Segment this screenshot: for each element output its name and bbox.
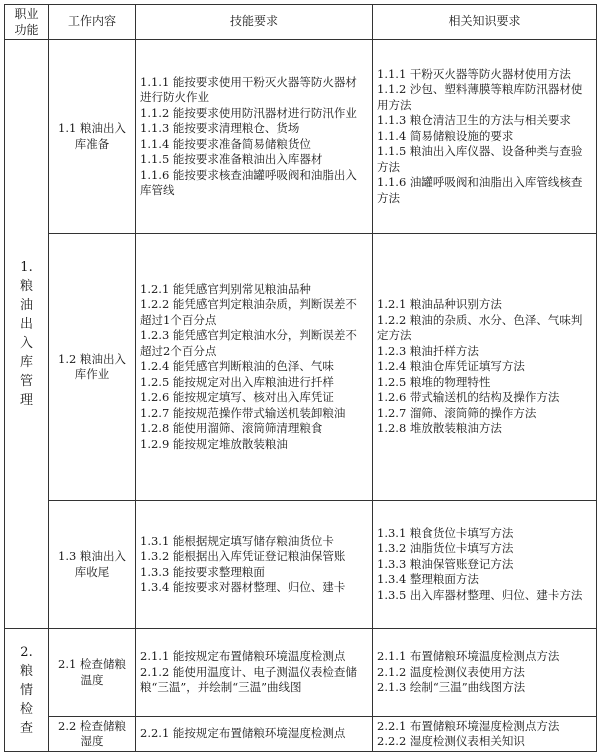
skill-item: 2.2.1 能按规定布置储粮环境湿度检测点 bbox=[140, 726, 346, 741]
skill-item: 1.2.1 能凭感官判别常见粮油品种 bbox=[140, 281, 311, 296]
knowledge-item: 2.2.1 布置储粮环境湿度检测点方法 bbox=[377, 718, 560, 733]
task-cell: 1.2 粮油出入库作业 bbox=[49, 234, 136, 501]
skill-cell bbox=[136, 501, 373, 629]
skill-item: 1.2.5 能按规定对出入库粮油进行扦样 bbox=[140, 374, 334, 389]
skill-item: 1.1.4 能按要求准备简易储粮货位 bbox=[140, 136, 311, 151]
skill-item: 1.2.3 能凭感官判定粮油水分，判断误差不超过2个百分点 bbox=[140, 328, 357, 358]
knowledge-item: 1.2.2 粮油的杂质、水分、色泽、气味判定方法 bbox=[377, 312, 583, 343]
knowledge-item: 2.1.2 温度检测仪表使用方法 bbox=[377, 664, 525, 679]
table-row bbox=[5, 629, 597, 717]
table-row bbox=[5, 501, 597, 629]
skill-item: 1.2.9 能按规定堆放散装粮油 bbox=[140, 436, 288, 451]
knowledge-item: 1.1.2 沙包、塑料薄膜等粮库防汛器材使用方法 bbox=[377, 82, 583, 112]
knowledge-item: 1.1.3 粮仓清洁卫生的方法与相关要求 bbox=[377, 113, 571, 128]
knowledge-item: 1.3.1 粮食货位卡填写方法 bbox=[377, 525, 514, 540]
task-cell: 2.1 检查储粮温度 bbox=[49, 629, 136, 717]
knowledge-item: 1.1.6 油罐呼吸阀和油脂出入库管线核查方法 bbox=[377, 175, 583, 205]
skill-item: 1.2.7 能按规范操作带式输送机装卸粮油 bbox=[140, 405, 346, 420]
skill-item: 1.3.4 能按要求对器材整理、归位、建卡 bbox=[140, 580, 346, 594]
skill-item: 1.2.8 能使用溜筛、滚筒筛清理粮食 bbox=[140, 421, 323, 436]
skill-item: 1.3.2 能根据出入库凭证登记粮油保管账 bbox=[140, 549, 346, 563]
skill-item: 1.1.3 能按要求清理粮仓、货场 bbox=[140, 121, 300, 135]
role-label: 1.粮油出入库管理 bbox=[19, 260, 33, 408]
knowledge-item: 1.2.1 粮油品种识别方法 bbox=[377, 297, 502, 312]
skill-item: 1.1.6 能按要求核查油罐呼吸阀和油脂出入库管线 bbox=[140, 167, 357, 197]
skill-item: 1.3.3 能按要求整理粮面 bbox=[140, 564, 265, 579]
task-cell: 1.1 粮油出入库准备 bbox=[49, 40, 136, 234]
skill-item: 1.1.1 能按要求使用干粉灭火器等防火器材进行防火作业 bbox=[140, 74, 357, 104]
header-skill: 技能要求 bbox=[136, 5, 373, 40]
knowledge-item: 1.2.3 粮油扦样方法 bbox=[377, 343, 479, 358]
skill-cell bbox=[136, 629, 373, 717]
competency-table bbox=[4, 4, 597, 752]
header-role-label: 职业 功能 bbox=[14, 7, 39, 37]
knowledge-cell bbox=[373, 501, 597, 629]
header-task: 工作内容 bbox=[49, 5, 136, 40]
knowledge-cell bbox=[373, 234, 597, 501]
knowledge-item: 2.2.2 湿度检测仪表相关知识 bbox=[377, 734, 525, 748]
skill-item: 2.1.2 能使用温度计、电子测温仪表检查储粮“三温”，并绘制“三温”曲线图 bbox=[140, 664, 357, 695]
knowledge-cell bbox=[373, 629, 597, 717]
skill-cell bbox=[136, 234, 373, 501]
skill-item: 1.2.6 能按规定填写、核对出入库凭证 bbox=[140, 390, 334, 405]
knowledge-item: 1.3.3 粮油保管账登记方法 bbox=[377, 556, 514, 571]
knowledge-cell bbox=[373, 717, 597, 752]
knowledge-item: 1.3.4 整理粮面方法 bbox=[377, 572, 479, 587]
header-row bbox=[5, 5, 597, 40]
skill-item: 2.1.1 能按规定布置储粮环境温度检测点 bbox=[140, 649, 346, 664]
knowledge-item: 1.2.6 带式输送机的结构及操作方法 bbox=[377, 390, 560, 405]
knowledge-item: 1.3.2 油脂货位卡填写方法 bbox=[377, 541, 514, 556]
task-cell: 1.3 粮油出入库收尾 bbox=[49, 501, 136, 629]
skill-item: 1.2.4 能凭感官判断粮油的色泽、气味 bbox=[140, 359, 334, 374]
knowledge-item: 1.1.4 简易储粮设施的要求 bbox=[377, 128, 514, 143]
knowledge-item: 1.2.4 粮油仓库凭证填写方法 bbox=[377, 359, 525, 374]
knowledge-cell bbox=[373, 40, 597, 234]
table-row bbox=[5, 40, 597, 234]
knowledge-item: 1.2.7 溜筛、滚筒筛的操作方法 bbox=[377, 405, 537, 420]
knowledge-item: 2.1.1 布置储粮环境温度检测点方法 bbox=[377, 649, 560, 664]
table-row bbox=[5, 234, 597, 501]
role-label: 2.粮情检查 bbox=[19, 644, 33, 736]
skill-item: 1.3.1 能根据规定填写储存粮油货位卡 bbox=[140, 533, 334, 548]
knowledge-item: 1.2.8 堆放散装粮油方法 bbox=[377, 421, 502, 436]
knowledge-item: 1.2.5 粮堆的物理特性 bbox=[377, 374, 491, 389]
skill-item: 1.1.2 能按要求使用防汛器材进行防汛作业 bbox=[140, 105, 357, 120]
role-cell bbox=[5, 40, 49, 629]
knowledge-item: 2.1.3 绘制“三温”曲线图方法 bbox=[377, 680, 526, 695]
skill-item: 1.2.2 能凭感官判定粮油杂质，判断误差不超过1个百分点 bbox=[140, 297, 357, 327]
header-role bbox=[5, 5, 49, 40]
knowledge-item: 1.1.5 粮油出入库仪器、设备种类与查验方法 bbox=[377, 144, 583, 174]
role-cell bbox=[5, 629, 49, 752]
skill-cell bbox=[136, 717, 373, 752]
table-row bbox=[5, 717, 597, 752]
skill-item: 1.1.5 能按要求准备粮油出入库器材 bbox=[140, 152, 323, 166]
knowledge-item: 1.1.1 干粉灭火器等防火器材使用方法 bbox=[377, 66, 571, 81]
skill-cell bbox=[136, 40, 373, 234]
knowledge-item: 1.3.5 出入库器材整理、归位、建卡方法 bbox=[377, 587, 583, 602]
task-cell: 2.2 检查储粮湿度 bbox=[49, 717, 136, 752]
header-knowledge: 相关知识要求 bbox=[373, 5, 597, 40]
